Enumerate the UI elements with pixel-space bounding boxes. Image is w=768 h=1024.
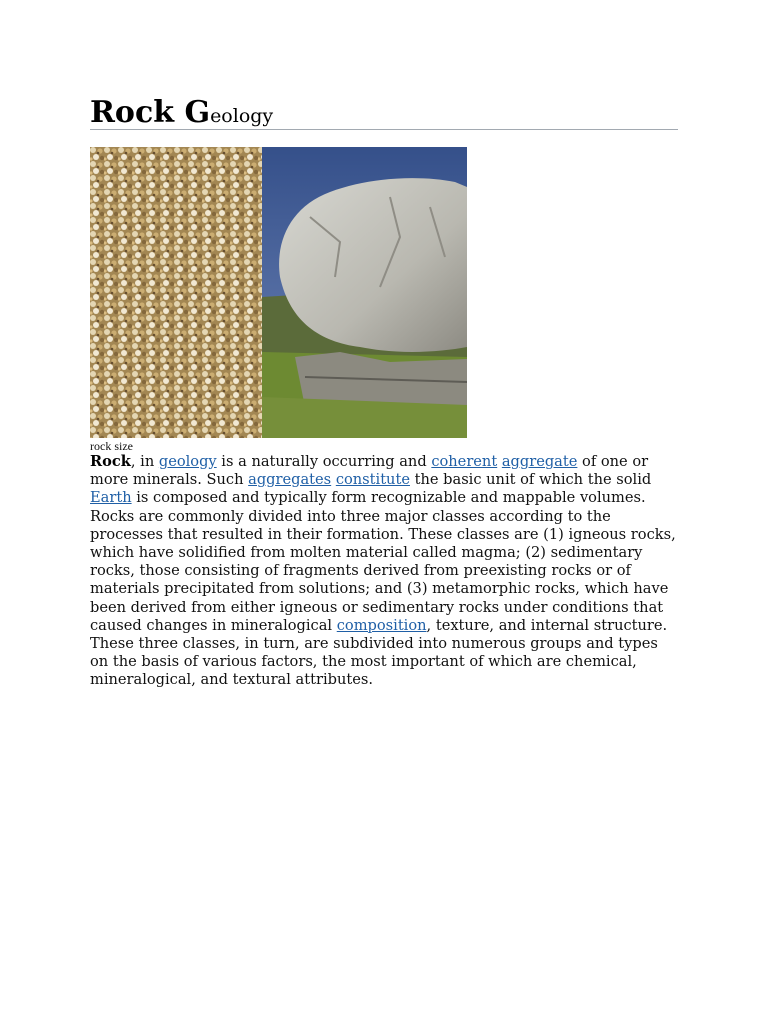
link-composition[interactable]: composition	[336, 616, 427, 634]
text-run: of one or more minerals. Such	[90, 453, 649, 489]
link-constitute[interactable]: constitute	[335, 471, 410, 489]
link-coherent[interactable]: coherent	[431, 453, 498, 470]
page-title-rest: eology	[210, 105, 274, 127]
article-paragraph	[90, 453, 680, 690]
page-title-main: Rock G	[90, 95, 211, 130]
link-aggregate[interactable]: aggregate	[501, 453, 578, 470]
page-title	[90, 92, 678, 130]
rock-figure[interactable]	[90, 147, 467, 438]
text-run: is composed and typically form recognizable and mappable volumes. Rocks are commonly divided into three major classes according to the processes that resulted in their formation. These classes are (1) igneous rocks, which have solidified from molten material called magma; (2) sedimentary rocks, those consisting of fragments derived from preexisting rocks or of materials precipitated from solutions; and (3) metamorphic rocks, which have been derived from either igneous or sedimentary rocks under conditions that caused changes in mineralogical	[90, 489, 676, 634]
link-aggregates[interactable]: aggregates	[248, 471, 332, 489]
link-earth[interactable]: Earth	[90, 489, 132, 507]
text-run: , texture, and internal structure. These three classes, in turn, are subdivided into numerous groups and types on the basis of various factors, the most important of which are chemical, mineralogical, and textural attributes.	[90, 616, 668, 689]
figure-caption: rock size	[90, 439, 133, 453]
link-geology[interactable]: geology	[158, 453, 217, 470]
text-run: the basic unit of which the solid	[409, 471, 652, 489]
text-run: is a naturally occurring and	[216, 453, 432, 470]
sand-grains-image	[90, 147, 262, 438]
boulder-image	[262, 147, 467, 438]
term-rock: Rock	[90, 453, 131, 470]
text-run: , in	[130, 453, 159, 470]
